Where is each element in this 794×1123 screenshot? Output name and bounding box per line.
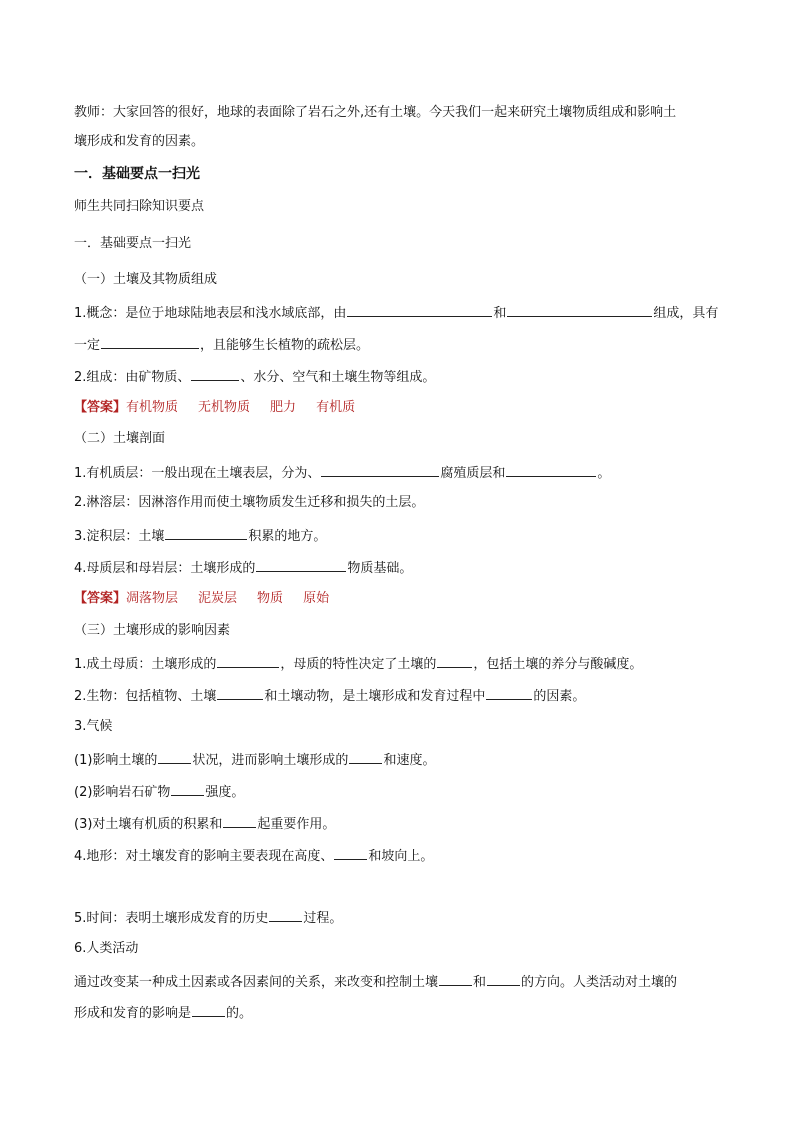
part1-answer [74, 399, 724, 417]
answer-tag: 【答案】 [74, 591, 127, 606]
part2-title: （二）土壤剖面 [74, 431, 166, 446]
blank-field [165, 526, 247, 540]
human-line-2 [74, 1003, 724, 1023]
answer-item: 肥力 [270, 400, 297, 415]
part2-item4 [74, 558, 724, 578]
answer-item: 凋落物层 [126, 591, 179, 606]
item-text: 和 [473, 975, 487, 990]
item-text: 状况，进而影响土壤形成的 [192, 753, 349, 768]
item-text: 。 [597, 466, 611, 481]
item-text: 积累的地方。 [248, 529, 327, 544]
climate-item2 [74, 782, 724, 802]
item-text: 1.有机质层：一般出现在土壤表层，分为、 [74, 466, 321, 481]
item-text: 和坡向上。 [368, 849, 434, 864]
climate-item1 [74, 750, 724, 770]
part3-item5 [74, 908, 724, 928]
comp-text-b: 、水分、空气和土壤生物等组成。 [240, 370, 436, 385]
answer-item: 物质 [257, 591, 284, 606]
concept-text-c: 组成，具有 [653, 306, 719, 321]
climate-item3 [74, 814, 724, 834]
item-text: 2.生物：包括植物、土壤 [74, 689, 217, 704]
item-text: 形成和发育的影响是 [74, 1006, 192, 1021]
item-text: 1.成土母质：土壤形成的 [74, 657, 217, 672]
item-text: 3.淀积层：土壤 [74, 529, 165, 544]
blank-field [256, 558, 346, 572]
item-text: 和速度。 [383, 753, 436, 768]
part1-concept-line [74, 303, 724, 323]
human-line-1 [74, 972, 724, 992]
part3-item2 [74, 686, 724, 706]
item-text: 通过改变某一种成土因素或各因素间的关系，来改变和控制土壤 [74, 975, 439, 990]
intro-line-2: 壤形成和发育的因素。 [74, 134, 205, 149]
together-text: 师生共同扫除知识要点 [74, 199, 205, 214]
part3-item4 [74, 846, 724, 866]
blank-field [171, 782, 204, 796]
blank-field [101, 335, 199, 349]
blank-field [217, 686, 263, 700]
item-text: (1)影响土壤的 [74, 753, 158, 768]
part2-item2: 2.淋溶层：因淋溶作用而使土壤物质发生迁移和损失的土层。 [74, 495, 425, 510]
part3-item6: 6.人类活动 [74, 941, 139, 956]
concept-text-e: ，且能够生长植物的疏松层。 [200, 338, 370, 353]
blank-field [158, 750, 191, 764]
item-text: (3)对土壤有机质的积累和 [74, 817, 223, 832]
blank-field [217, 654, 279, 668]
blank-field [487, 972, 520, 986]
item-text: (2)影响岩石矿物 [74, 785, 171, 800]
part3-item1 [74, 654, 724, 674]
blank-field [223, 814, 256, 828]
item-text: 和土壤动物，是土壤形成和发育过程中 [264, 689, 486, 704]
concept-text-b: 和 [493, 306, 507, 321]
item-text: 的。 [226, 1006, 253, 1021]
concept-text-a: 1.概念：是位于地球陆地表层和浅水域底部，由 [74, 306, 347, 321]
blank-field [507, 303, 652, 317]
blank-field [347, 303, 492, 317]
item-text: 过程。 [303, 911, 343, 926]
blank-field [437, 654, 472, 668]
answer-tag: 【答案】 [74, 400, 127, 415]
item-text: 4.地形：对土壤发育的影响主要表现在高度、 [74, 849, 334, 864]
intro-line-1: 教师：大家回答的很好，地球的表面除了岩石之外,还有土壤。今天我们一起来研究土壤物质组成和影响土 [74, 105, 677, 120]
part1-composition-line [74, 367, 724, 387]
item-text: 起重要作用。 [257, 817, 336, 832]
blank-field [269, 908, 302, 922]
item-text: 腐殖质层和 [440, 466, 506, 481]
answer-item: 原始 [303, 591, 330, 606]
answer-item: 无机物质 [198, 400, 251, 415]
item-text: 的方向。人类活动对土壤的 [521, 975, 678, 990]
part1-concept-line-2 [74, 335, 724, 355]
item-text: 的因素。 [533, 689, 586, 704]
item-text: 4.母质层和母岩层：土壤形成的 [74, 561, 256, 576]
blank-field [191, 367, 239, 381]
answer-item: 泥炭层 [198, 591, 238, 606]
blank-field [334, 846, 367, 860]
part1-title: （一）土壤及其物质组成 [74, 272, 218, 287]
item-text: ，包括土壤的养分与酸碱度。 [473, 657, 643, 672]
blank-field [349, 750, 382, 764]
item-text: 5.时间：表明土壤形成发育的历史 [74, 911, 269, 926]
sub-heading: 一．基础要点一扫光 [74, 236, 192, 251]
concept-text-d: 一定 [74, 338, 101, 353]
item-text: 物质基础。 [347, 561, 413, 576]
blank-field [439, 972, 472, 986]
item-text: ，母质的特性决定了土壤的 [280, 657, 437, 672]
part3-item3: 3.气候 [74, 719, 113, 734]
part2-answer [74, 590, 724, 608]
section-heading: 一．基础要点一扫光 [74, 166, 200, 182]
comp-text-a: 2.组成：由矿物质、 [74, 370, 191, 385]
blank-field [192, 1003, 225, 1017]
blank-field [506, 463, 596, 477]
answer-item: 有机物质 [126, 400, 179, 415]
blank-field [486, 686, 532, 700]
item-text: 强度。 [205, 785, 245, 800]
answer-item: 有机质 [316, 400, 356, 415]
part2-item1 [74, 463, 724, 483]
blank-field [321, 463, 439, 477]
part3-title: （三）土壤形成的影响因素 [74, 623, 231, 638]
part2-item3 [74, 526, 724, 546]
